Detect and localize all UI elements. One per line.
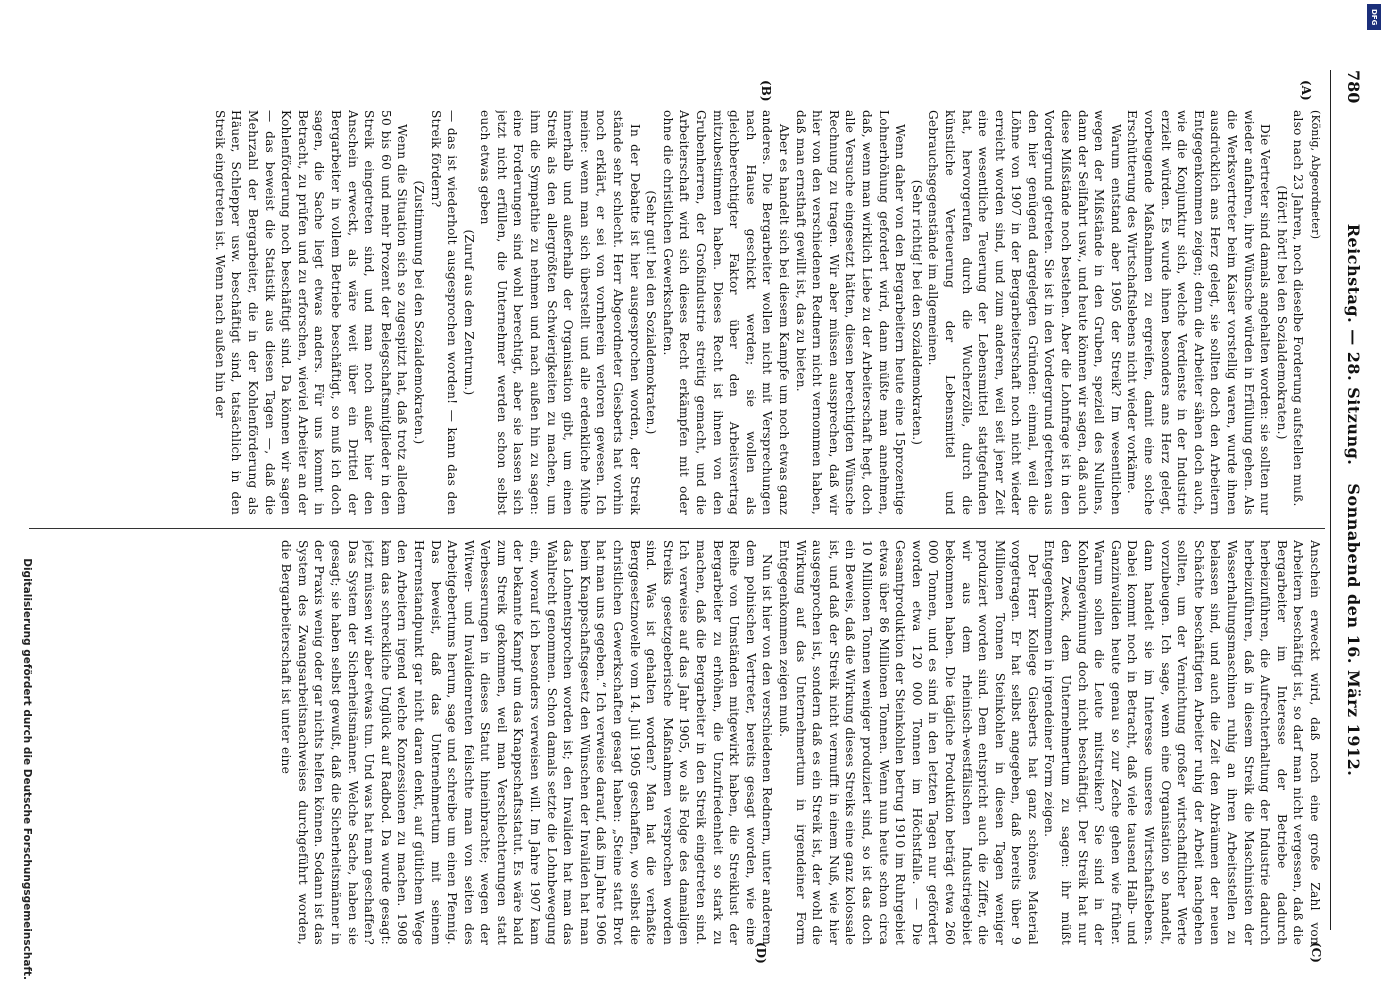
right-text-column xyxy=(33,540,1323,945)
paragraph: Warum entstand aber 1905 der Streik? Im wesentlichen wegen der Mißstände in den Gruben, speziell des Nullens, dann der Seilfahrt usw., und heute können wir sagen, daß auch diese Mißstände noch bestehen. Aber die Lohnfrage ist in den Vordergrund getreten. Sie ist in den Vordergrund getreten aus den hier genügend dargelegten Gründen: einmal, weil die Löhne von 1907 in der Bergarbeiterschaft noch nicht wieder erreicht worden sind, und zum anderen, weil seit jener Zeit eine wesentliche Teuerung der Lebensmittel stattgefunden hat, hervorgerufen durch die Wucherzölle, durch die künstliche Verteuerung der Lebensmittel und Gebrauchsgegenstände im allgemeinen. xyxy=(926,110,1123,515)
paragraph: Nun ist hier von den verschiedenen Rednern, unter anderem dem polnischen Vertreter, bereits gesagt worden, wie eine Reihe von Umständen mitgewirkt haben, die Streiklust der Bergarbeiter zu erhöhen, die Unzufriedenheit so stark zu machen, daß die Bergarbeiter in den Streik eingetreten sind. Ich verweise auf das Jahr 1905, wo als Folge des damaligen Streiks gesetzgeberische Maßnahmen versprochen worden sind. Was ist gehalten worden? Man hat die verhaßte Berggesetznovelle vom 14. Juli 1905 geschaffen, wo selbst die christlichen Gewerkschaften gesagt haben: „Steine statt Brot hat man uns gegeben.“ Ich verweise darauf, daß im Jahre 1906 beim Knappschaftsgesetz den Wünschen der Invaliden hat man das Lohnentsprochen worden ist; den Invaliden hat man das Wahlrecht genommen. Schon damals setzte die Lohnbewegung ein, worauf ich besonders verweisen will. Im Jahre 1907 kam der bekannte Kampf um das Knappschaftsstatut. Es wäre bald zum Streik gekommen, weil man Verschlechterungen statt Verbesserungen in dieses Statut hineinbrachte; wegen der Witwen- und Invalidenrenten feilschte man von seiten des Arbeitgebertums herum, sage und schreibe um einen Pfennig. Das beweist, daß das Unternehmertum mit seinem Herrenstandpunkt gar nicht daran denkt, auf gütlichem Wege den Arbeitern irgend welche Konzessionen zu machen. 1908 kam das schreckliche Unglück auf Radbod. Da wurde gesagt: jetzt müssen wir aber etwas tun. Und was hat man geschaffen? Das System der Sicherheitsmänner. Welche Sache, haben sie gesagt; sie haben selbst gewußt, daß die Sicherheitsmänner in der Praxis wenig oder gar nichts helfen können. Sodann ist das System des Zwangsarbeitsnachweises durchgeführt worden, die Bergarbeiterschaft ist unter eine xyxy=(279,540,775,945)
paragraph: Wenn die Situation sich so zugespitzt hat, daß trotz alledem 50 bis 60 und mehr Prozent der Belegschaftsmitglieder in den Streik eingetreten sind, und man noch außer hier den Anschein erweckt, als wäre weit über ein Drittel der Bergarbeiter in vollem Betriebe beschäftigt, so muß ich doch sagen, die Sache liegt etwas anders. Für uns kommt in Betracht, zu prüfen und zu erforschen, wieviel Arbeiter an der Kohlenförderung noch beschäftigt sind. Da können wir sagen — das beweist die Statistik aus diesen Tagen —, daß die Mehrzahl der Bergarbeiter, die in der Kohlenförderung als Häuer, Schlepper usw. beschäftigt sind, tatsächlich in den Streik eingetreten ist. Wenn nach außen hin der xyxy=(212,110,410,515)
interjection: (Zuruf aus dem Zentrum.) xyxy=(461,229,476,396)
column-divider xyxy=(29,528,1325,529)
margin-marker-b: (B) xyxy=(759,80,773,102)
interjection: (Sehr gut! bei den Sozialdemokraten.) xyxy=(644,190,659,435)
margin-marker-d: (D) xyxy=(754,942,768,964)
paragraph: also nach 23 Jahren, noch dieselbe Forderung aufstellen muß. xyxy=(1291,110,1306,507)
speaker-note: (König, Abgeordneter) xyxy=(1309,110,1322,240)
header-rule xyxy=(1330,70,1331,930)
running-title xyxy=(1344,70,1363,930)
interjection: (Hört! hört! bei den Sozialdemokraten.) xyxy=(1274,185,1289,440)
paragraph: Wenn daher von den Bergarbeitern heute eine 15prozentige Lohnerhöhung gefordert wird, dann müßte man annehmen, daß, wenn man wirklich Liebe zu der Arbeiterschaft hegt, doch alle Versuche eingesetzt hätten, diesen berechtigten Wünsche Rechnung zu tragen. Wir aber müssen aussprechen, daß wir hier von den verschiedenen Rednern nicht vernommen haben, daß man ernsthaft gewillt ist, das zu bieten. xyxy=(793,110,908,515)
interjection: (Sehr richtig! bei den Sozialdemokraten.) xyxy=(909,179,924,446)
page-number: 780 xyxy=(1344,70,1363,104)
paragraph: Anschein erweckt wird, daß noch eine große Zahl von Arbeitern beschäftigt ist, so darf man nicht vergessen, daß die Bergarbeiter im Interesse der Betriebe dadurch herbeizuführen, die Aufrechterhaltung der Industrie dadurch herbeizuführen, daß in diesem Streik die Maschinisten der Wasserhaltungsmaschinen ruhig an ihren Arbeitsstellen zu belassen sind, und auch die Zeit den Abräumen der neuen Schächte beschäftigten Arbeiter ruhig der Arbeit nachgehen sollten, um der Vernichtung großer wirtschaftlicher Werte vorzubeugen. Ich sage, wenn eine Organisation so handelt, dann handelt sie im Interesse unseres Wirtschaftslebens. Dabei kommt noch in Betracht, daß viele tausend Halb- und Ganzinvaliden heute genau so zur Zeche gehen wie früher. Warum sollen die Leute mitstreiken? Sie sind in der Kohlengewinnung doch nicht beschäftigt. Der Streik hat nur den Zweck, dem Unternehmertum zu sagen: ihr müßt Entgegenkommen in irgendeiner Form zeigen. xyxy=(1042,540,1322,945)
header-left-text: Reichstag. — 28. Sitzung. xyxy=(1344,223,1363,466)
paragraph: Die Vertreter sind damals angehalten worden: sie sollten nur wieder anfahren, ihre Wünsche würden in Erfüllung gehen. Als die Werksvertreter beim Kaiser vorstellig waren, wurde ihnen ausdrücklich ans Herz gelegt, sie sollten doch den Arbeitern Entgegenkommen zeigen; denn die Arbeiter sähen doch auch, wie die Konjunktur sich, welche Verdienste in der Industrie erzielt würden. Es wurde ihnen besonders ans Herz gelegt, vorbeugende Maßnahmen zu ergreifen, damit eine solche Erschütterung des Wirtschaftslebens nicht wieder vorkäme. xyxy=(1125,110,1273,515)
margin-marker-a: (A) xyxy=(1299,80,1313,101)
paragraph: Der Herr Kollege Giesberts hat ganz schönes Material vorgetragen. Er hat selbst angegeben, daß bereits über 9 Millionen Tonnen Steinkohlen in diesen Tagen weniger produziert worden sind. Dem entspricht auch die Ziffer, die wir aus dem rheinisch-westfälischen Industriegebiet bekommen haben. Die tägliche Produktion beträgt etwa 260 000 Tonnen, und es sind in den letzten Tagen nur gefördert worden etwa 120 000 Tonnen im Höchstfalle. — Die Gesamtproduktion der Steinkohlen betrug 1910 im Ruhrgebiet etwas über 86 Millionen Tonnen. Wenn nun heute schon circa 10 Millionen Tonnen weniger produziert sind, so ist das doch ein Beweis, daß die Wirkung dieses Streiks eine ganz kolossale ist, und daß der Streik nicht vermufft in einem Nuß, wie hier ausgesprochen ist, sondern daß es ein Streik ist, der wohl die Wirkung auf das Unternehmertum in irgendeiner Form Entgegenkommen zeigen muß. xyxy=(777,540,1040,945)
digitization-credit: Digitalisierung gefördert durch die Deutsche Forschungsgemeinschaft. xyxy=(21,558,33,980)
paragraph: Aber es handelt sich bei diesem Kampfe um noch etwas ganz anderes. Die Bergarbeiter wollen nicht mit Versprechungen nach Hause geschickt werden; sie wollen als gleichberechtigter Faktor über den Arbeitsvertrag mitzubestimmen haben. Dieses Recht ist ihnen von den Grubenherren, der Großindustrie streitig gemacht, und die Arbeiterschaft wird sich dieses Recht erkämpfen mit oder ohne die christlichen Gewerkschaften. xyxy=(660,110,791,515)
paragraph: — das ist wiederholt ausgesprochen worden! — kann das den Streik fördern? xyxy=(428,110,460,515)
left-text-column xyxy=(33,110,1323,515)
page-header xyxy=(1333,70,1363,930)
dfg-logo: DFG xyxy=(1367,4,1381,30)
paragraph: In der Debatte ist hier ausgesprochen worden, der Streik stände sehr schlecht. Herr Abgeordneter Giesberts hat vorhin noch erklärt, er sei von vornherein verloren gewesen. Ich meine: wenn man sich überstellt und alle erdenkliche Mühe innerhalb und außerhalb der Organisation gibt, um einen Streik als den allergrößten Schwierigkeiten zu machen, um ihm die Sympathie zu nehmen und nach außen hin zu sagen: eine Forderungen sind wohl berechtigt, aber sie lassen sich jetzt nicht erfüllen, die Unternehmer werden schon selbst euch etwas geben xyxy=(478,110,642,515)
header-right-text: Sonnabend den 16. März 1912. xyxy=(1344,483,1363,777)
interjection: (Zustimmung bei den Sozialdemokraten.) xyxy=(411,180,426,445)
margin-marker-c: (C) xyxy=(1309,942,1323,963)
